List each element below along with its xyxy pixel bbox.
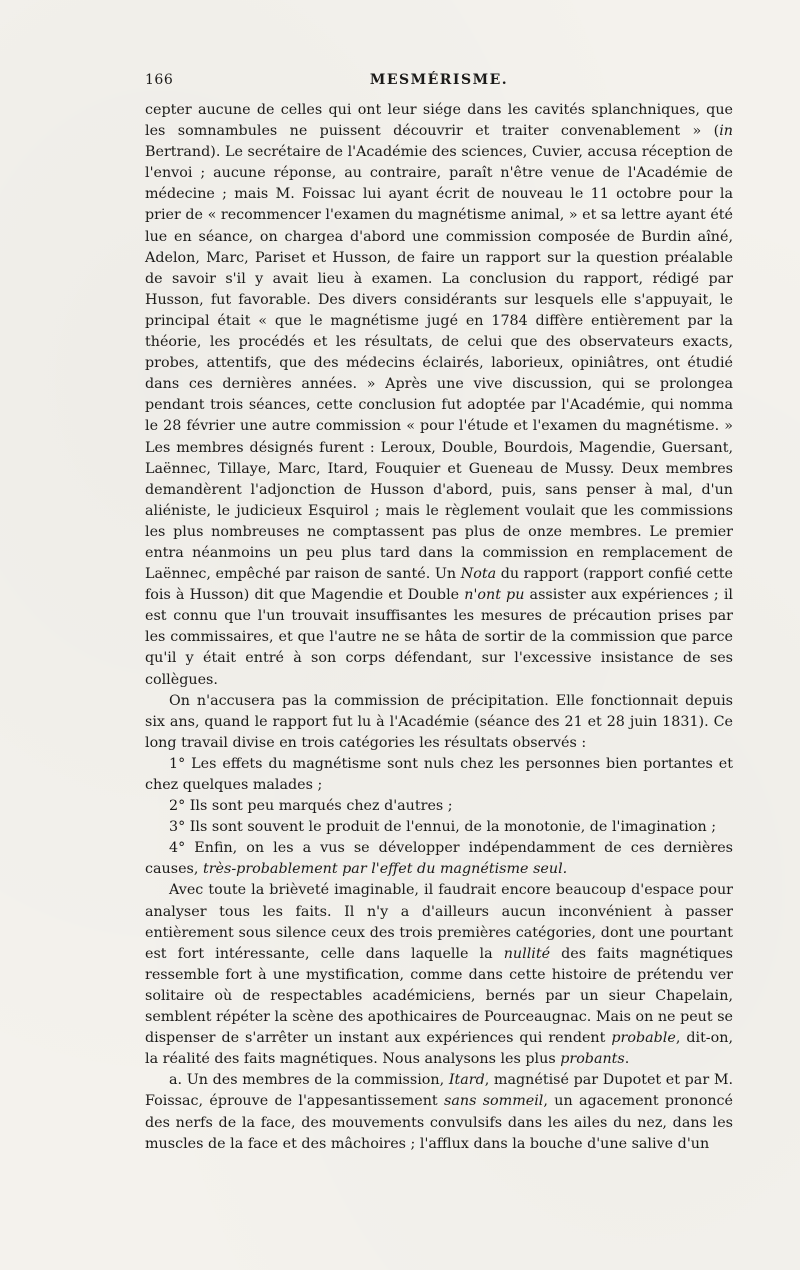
paragraph-itard: a. Un des membres de la commission, Itard, magnétisé par Dupotet et par M. Foissac, éprouve de l'appesantissement sans sommeil, un agacement prononcé des nerfs de la face, des mouvements convulsifs dans les ailes du nez, dans les muscles de la face et des mâchoires ; l'afflux dans la bouche d'une salive d'un: [145, 1072, 734, 1152]
paragraph-analysis: Avec toute la brièveté imaginable, il faudrait encore beaucoup d'espace pour analyser tous les faits. Il n'y a d'ailleurs aucun inconvénient à passer entièrement sous silence ceux des trois premières catégories, dont une pourtant est fort intéressante, celle dans laquelle la nullité des faits magnétiques ressemble fort à une mystification, comme dans cette histoire de prétendu ver solitaire où de respectables académiciens, bernés par un sieur Chapelain, semblent répéter la scène des apothicaires de Pourceaugnac. Mais on ne peut se dispenser de s'arrêter un instant aux expériences qui rendent probable, dit-on, la réalité des faits magnétiques. Nous analysons les plus probants.: [145, 882, 734, 1068]
list-item-3: 3° Ils sont souvent le produit de l'ennui, de la monotonie, de l'imagination ;: [169, 819, 717, 836]
paragraph-continuation: cepter aucune de celles qui ont leur siége dans les cavités splanchniques, que les somnambules ne puissent découvrir et traiter convenablement » (in Bertrand). Le secrétaire de l'Académie des sciences, Cuvier, accusa réception de l'envoi ; aucune réponse, au contraire, paraît n'être venue de l'Académie de médecine ; mais M. Foissac lui ayant écrit de nouveau le 11 octobre pour la prier de « recommencer l'examen du magnétisme animal, » et sa lettre ayant été lue en séance, on chargea d'abord une commission composée de Burdin aîné, Adelon, Marc, Pariset et Husson, de faire un rapport sur la question préalable de savoir s'il y avait lieu à examen. La conclusion du rapport, rédigé par Husson, fut favorable. Des divers considérants sur lesquels elle s'appuyait, le principal était « que le magnétisme jugé en 1784 diffère entièrement par la théorie, les procédés et les résultats, de celui que des observateurs exacts, probes, attentifs, que des médecins éclairés, laborieux, opiniâtres, ont étudié dans ces dernières années. » Après une vive discussion, qui se prolongea pendant trois séances, cette conclusion fut adoptée par l'Académie, qui nomma le 28 février une autre commission « pour l'étude et l'examen du magnétisme. » Les membres désignés furent : Leroux, Double, Bourdois, Magendie, Guersant, Laënnec, Tillaye, Marc, Itard, Fouquier et Gueneau de Mussy. Deux membres demandèrent l'adjonction de Husson d'abord, puis, sans penser à mal, d'un aliéniste, le judicieux Esquirol ; mais le règlement voulait que les commissions les plus nombreuses ne comptassent pas plus de onze membres. Le premier entra néanmoins un peu plus tard dans la commission en remplacement de Laënnec, empêché par raison de santé. Un Nota du rapport (rapport confié cette fois à Husson) dit que Magendie et Double n'ont pu assister aux expériences ; il est connu que l'un trouvait insuffisantes les mesures de précaution prises par les commissaires, et que l'autre ne se hâta de sortir de la commission que parce qu'il y était entré à son corps défendant, sur l'excessive insistance de ses collègues.: [145, 102, 733, 688]
list-item-1: 1° Les effets du magnétisme sont nuls chez les personnes bien portantes et chez quelques malades ;: [145, 755, 733, 793]
page-number: 166: [145, 72, 174, 88]
page-header: [145, 72, 733, 94]
list-item-2: 2° Ils sont peu marqués chez d'autres ;: [169, 798, 453, 815]
body-text: [145, 100, 733, 1155]
paragraph-commission: On n'accusera pas la commission de précipitation. Elle fonctionnait depuis six ans, quand le rapport fut lu à l'Académie (séance des 21 et 28 juin 1831). Ce long travail divise en trois catégories les résultats observés :: [145, 692, 733, 751]
running-head: MESMÉRISME.: [369, 72, 509, 88]
list-item-4: 4° Enfin, on les a vus se développer indépendamment de ces dernières causes, très-probablement par l'effet du magnétisme seul.: [145, 840, 733, 878]
